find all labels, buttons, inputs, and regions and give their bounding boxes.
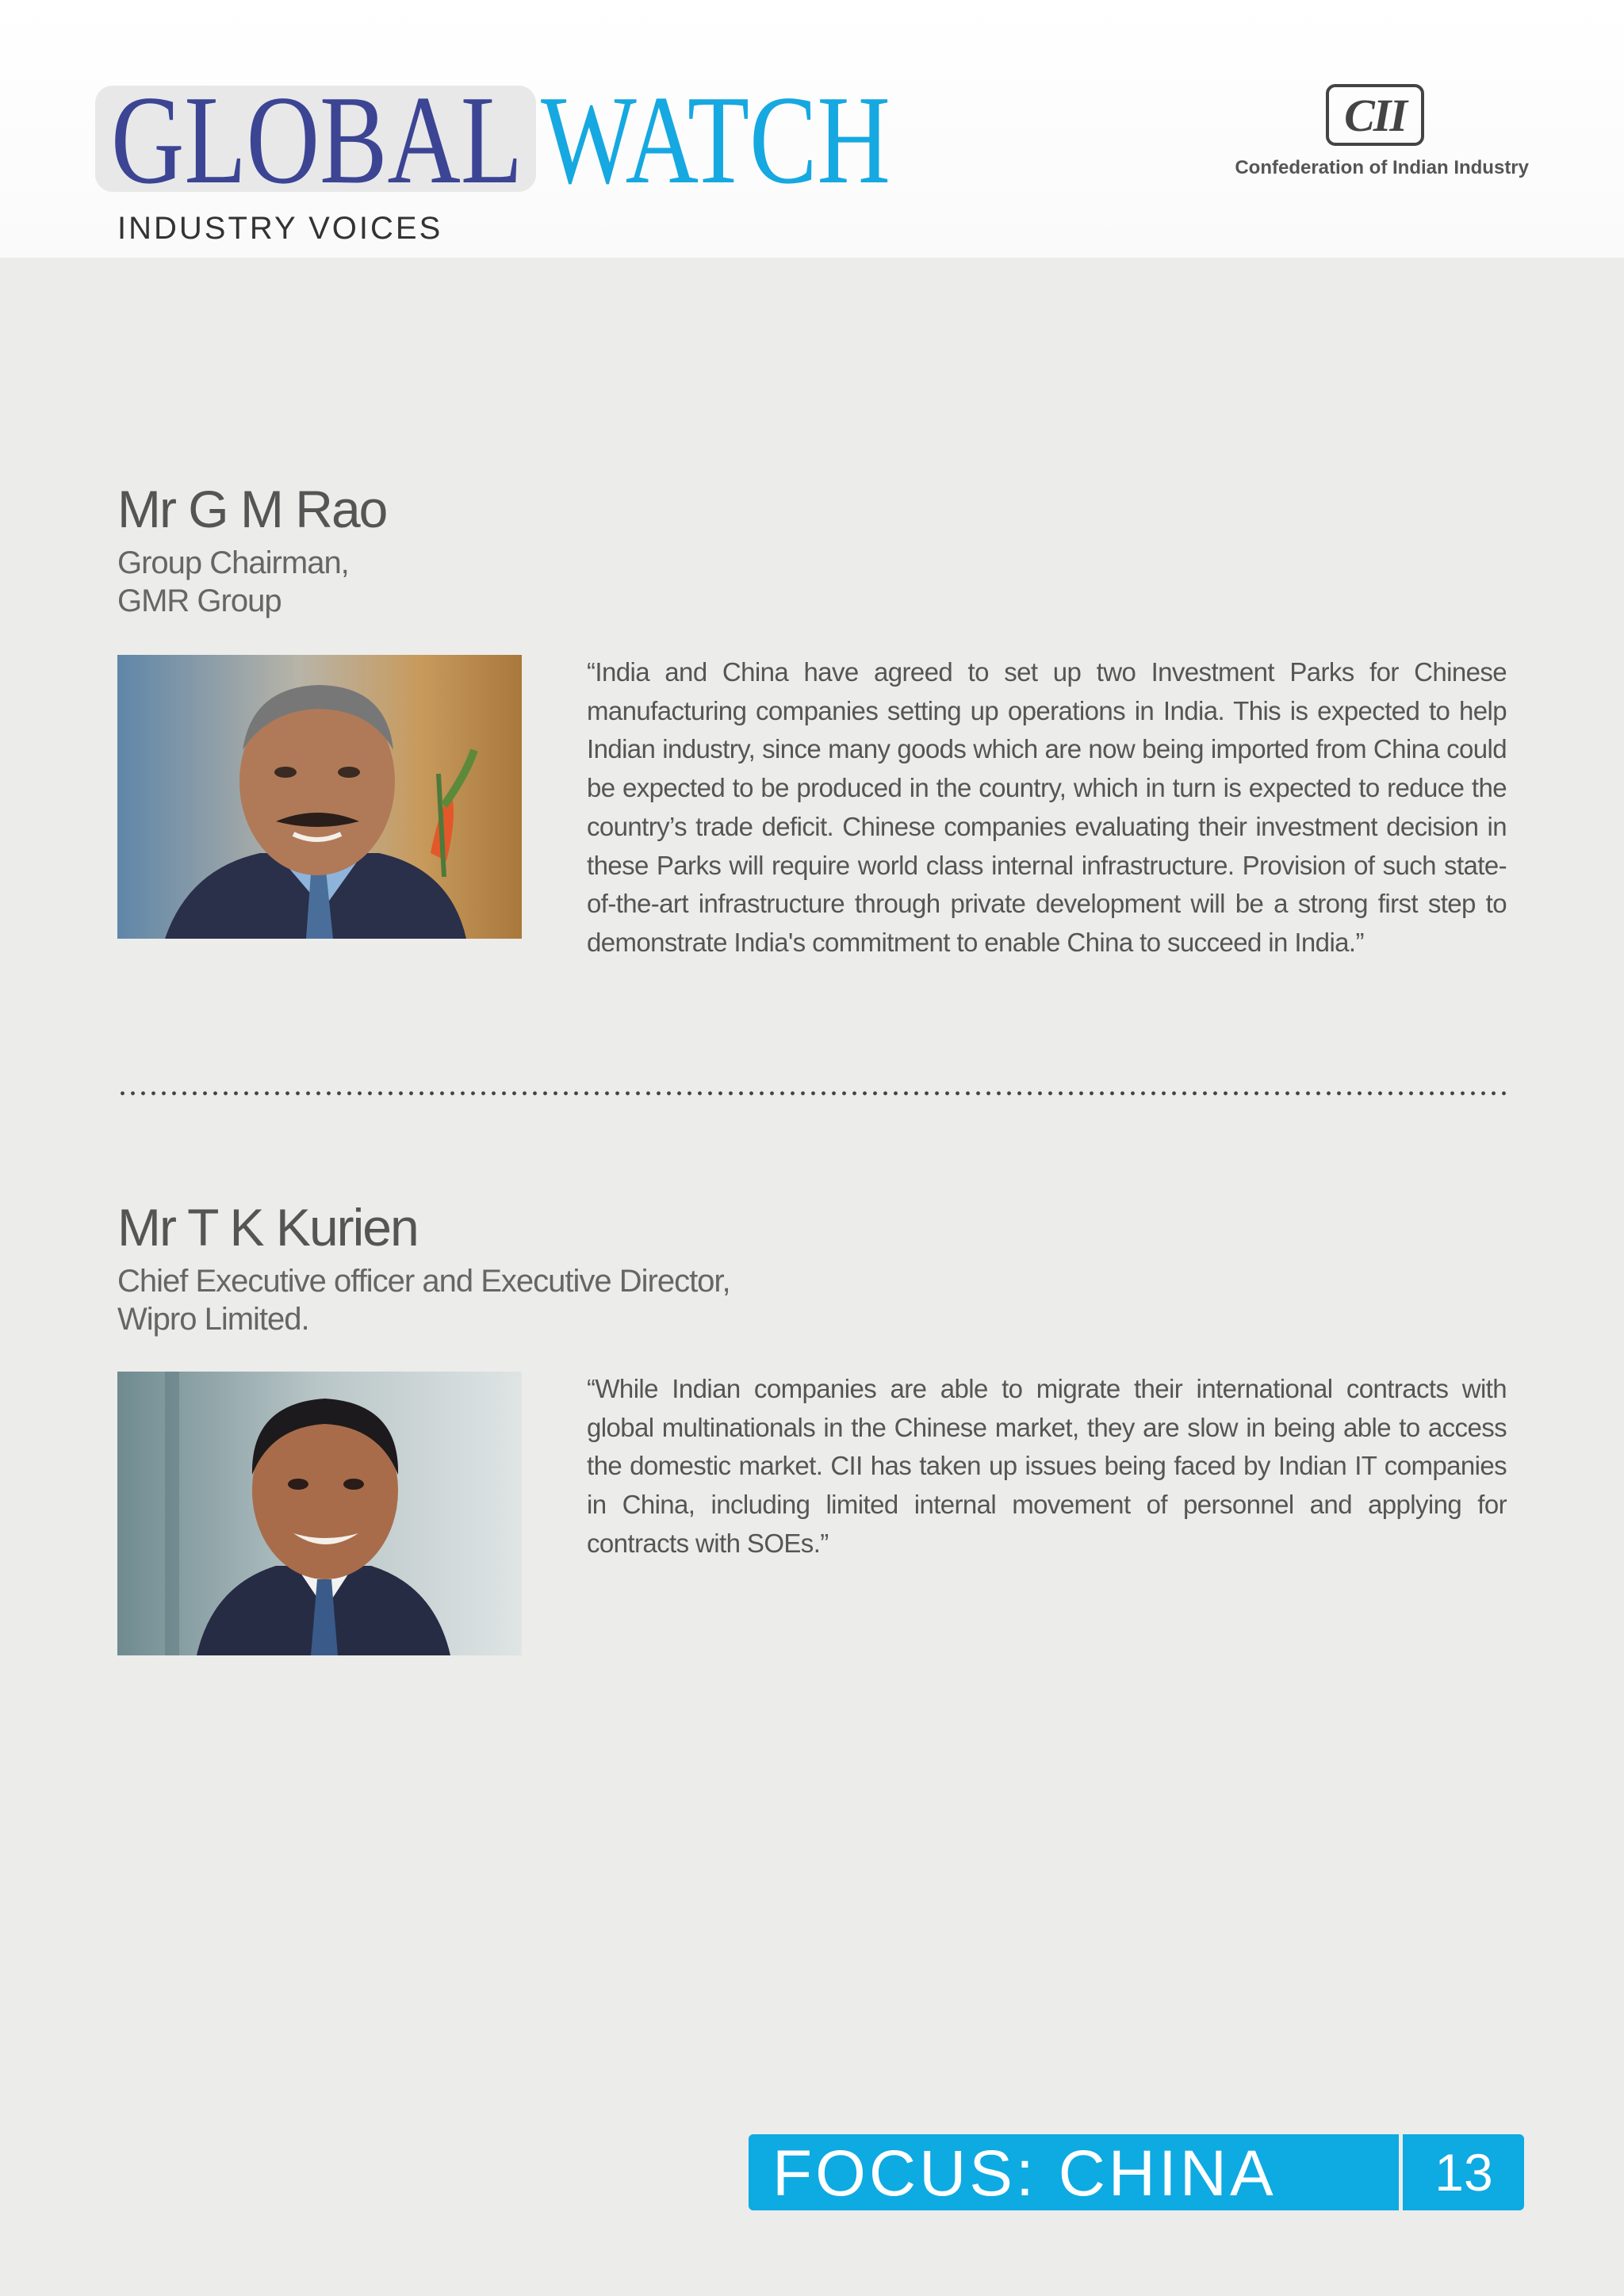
profile-1-role	[117, 544, 349, 620]
footer-separator	[1399, 2134, 1403, 2210]
footer-title: FOCUS: CHINA	[772, 2137, 1277, 2210]
profile-1-company: GMR Group	[117, 584, 282, 618]
portrait-photo-icon	[117, 1372, 522, 1655]
portrait-photo-icon	[117, 655, 522, 939]
section-label: INDUSTRY VOICES	[117, 211, 443, 246]
profile-2-name: Mr T K Kurien	[117, 1198, 418, 1257]
profile-2-company: Wipro Limited.	[117, 1302, 309, 1337]
cii-logo-icon	[1326, 84, 1424, 146]
organization-name: Confederation of Indian Industry	[1235, 157, 1529, 178]
profile-1-name: Mr G M Rao	[117, 480, 387, 538]
profile-2-role	[117, 1262, 730, 1338]
profile-2-quote: “While Indian companies are able to migrate their international contracts with global multinationals in the Chinese market, they are slow in being able to access the domestic market. CII has taken up issues being faced by Indian IT companies in China, including limited internal movement of personnel and applying for contracts with SOEs.”	[587, 1374, 1507, 1558]
masthead-global: GLOBAL	[111, 69, 523, 210]
masthead-watch: WATCH	[541, 69, 891, 210]
profile-1-quote: “India and China have agreed to set up two Investment Parks for Chinese manufacturing companies setting up operations in India. This is expected to help Indian industry, since many goods which are now being imported from China could be expected to be produced in the country, which in turn is expected to reduce the country’s trade deficit. Chinese companies evaluating their investment decision in these Parks will require world class internal infrastructure. Provision of such state-of-the-art infrastructure through private development will be a strong first step to demonstrate India's commitment to enable China to succeed in India.”	[587, 657, 1507, 957]
cii-logo-text: CII	[1344, 89, 1406, 141]
profile-2-title: Chief Executive officer and Executive Director,	[117, 1264, 730, 1299]
profile-1-title: Group Chairman,	[117, 545, 349, 580]
page-number: 13	[1434, 2143, 1493, 2202]
section-divider	[117, 1091, 1507, 1096]
